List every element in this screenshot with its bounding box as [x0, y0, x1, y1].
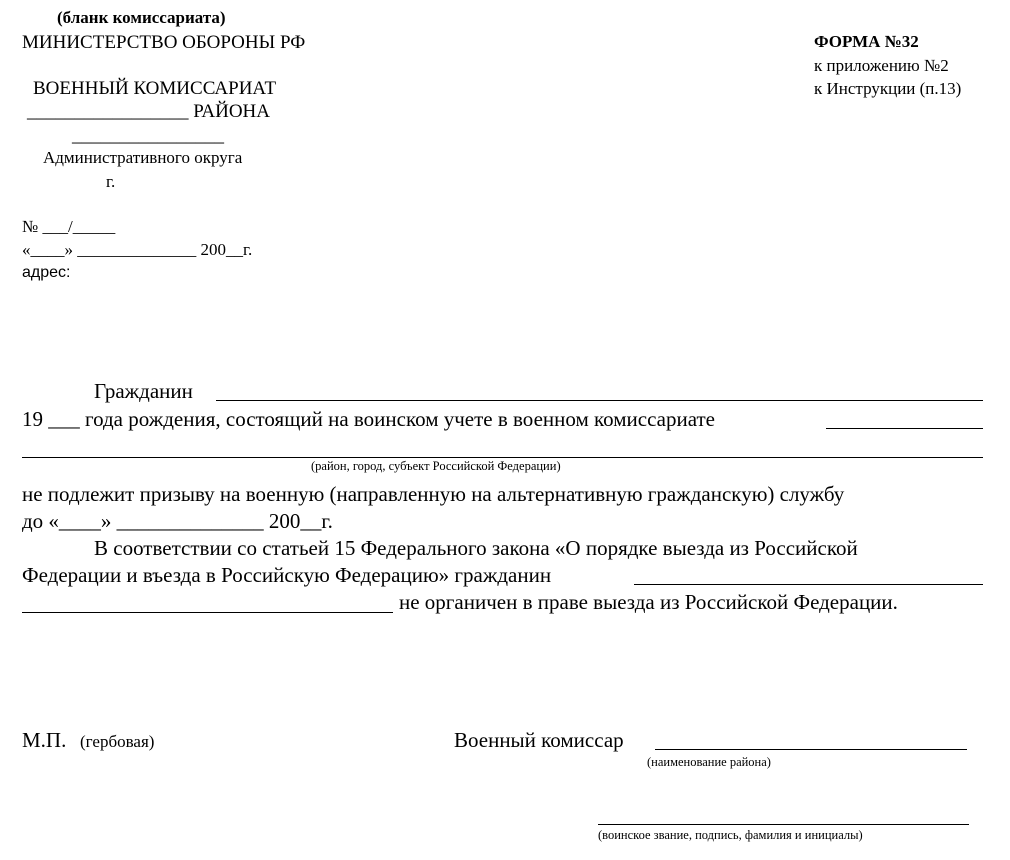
commissariat-name: ВОЕННЫЙ КОМИССАРИАТ — [33, 78, 277, 99]
birth-year-line: 19 ___ года рождения, состоящий на воинском учете в военном комиссариате — [22, 407, 715, 431]
document-number: № ___/_____ — [22, 217, 116, 236]
document-date: «____» ______________ 200__г. — [22, 240, 253, 259]
region-blank — [22, 457, 983, 458]
commissar-label: Военный комиссар — [454, 728, 624, 752]
address-label: адрес: — [22, 264, 71, 281]
signature-hint: (воинское звание, подпись, фамилия и инициалы) — [598, 828, 863, 842]
blank-label: (бланк комиссариата) — [57, 8, 226, 27]
region-hint: (район, город, субъект Российской Федерации) — [311, 459, 561, 473]
citizen-blank-3 — [22, 612, 393, 613]
okrug-blank: ________________ — [72, 125, 224, 146]
citizen-blank-2 — [634, 584, 983, 585]
form-appendix: к приложению №2 — [814, 56, 949, 75]
city-label: г. — [106, 172, 116, 191]
ministry-name: МИНИСТЕРСТВО ОБОРОНЫ РФ — [22, 32, 306, 53]
okrug-label: Административного округа — [43, 148, 243, 167]
not-restricted-line: не органичен в праве выезда из Российской Федерации. — [399, 590, 898, 614]
stamp-label: М.П. — [22, 728, 67, 752]
not-subject-line: не подлежит призыву на военную (направленную на альтернативную гражданскую) службу — [22, 482, 845, 506]
law-line-1: В соответствии со статьей 15 Федерального закона «О порядке выезда из Российской — [94, 536, 858, 560]
district-hint: (наименование района) — [647, 755, 771, 769]
stamp-type: (гербовая) — [80, 732, 155, 751]
commissar-district-blank — [655, 749, 967, 750]
citizen-label: Гражданин — [94, 379, 193, 403]
district-line: _________________ РАЙОНА — [27, 101, 270, 122]
law-line-2: Федерации и въезда в Российскую Федерацию» гражданин — [22, 563, 552, 587]
commissariat-blank — [826, 428, 983, 429]
citizen-name-blank — [216, 400, 983, 401]
form-instruction: к Инструкции (п.13) — [814, 79, 962, 98]
until-date-line: до «____» ______________ 200__г. — [22, 509, 333, 533]
signature-blank — [598, 824, 969, 825]
form-title: ФОРМА №32 — [814, 32, 919, 51]
